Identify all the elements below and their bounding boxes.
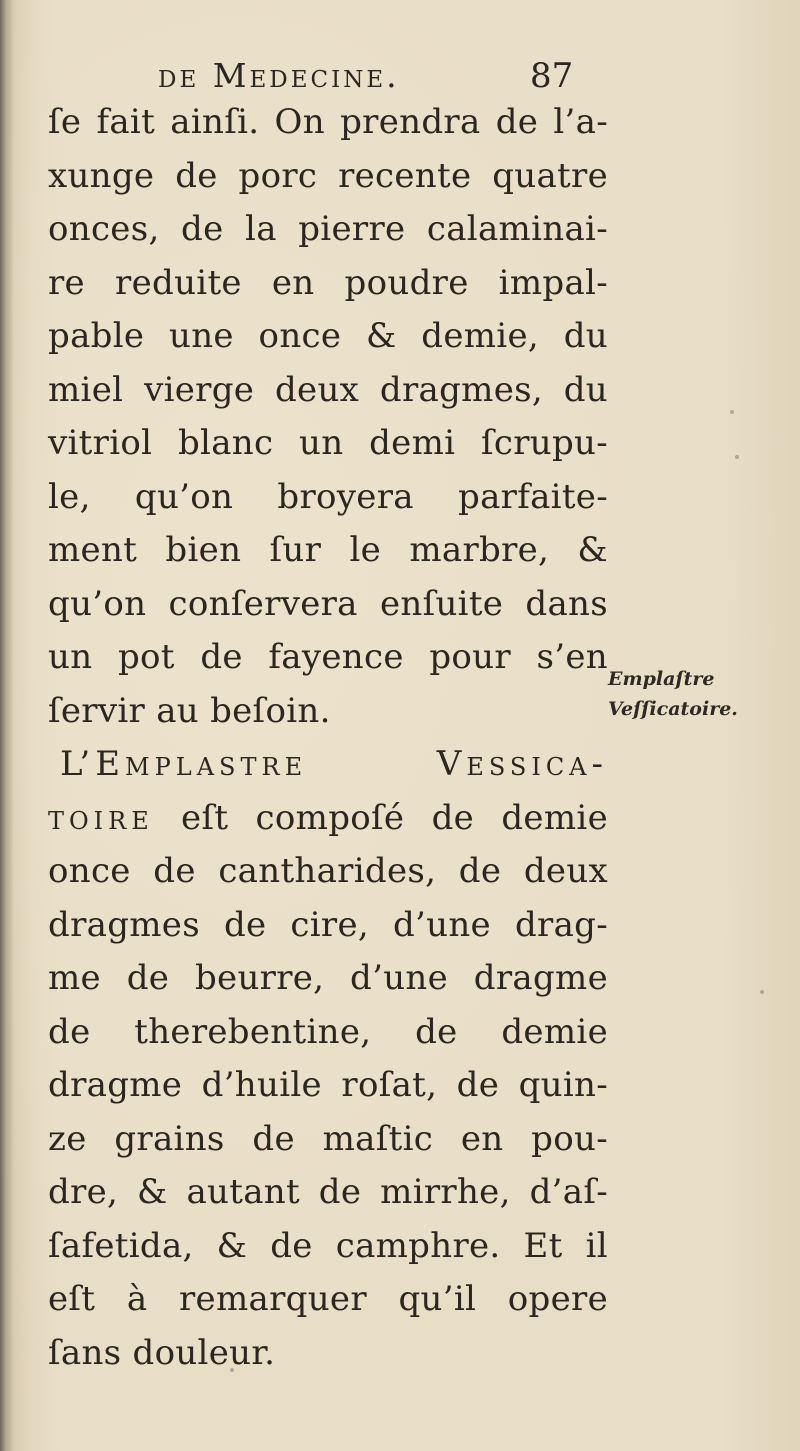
margin-note-line: Emplaſtre (608, 668, 715, 690)
text-line: un pot de fayence pour s’en (48, 637, 608, 677)
paper-speck (760, 990, 764, 994)
page-gutter-shadow (0, 0, 14, 1451)
margin-note (608, 664, 738, 724)
text-line: dre, & autant de mirrhe, d’aſ- (48, 1172, 608, 1212)
text-line: ſafetida, & de camphre. Et il (48, 1225, 608, 1266)
text-line: xunge de porc recente quatre (48, 155, 608, 196)
text-line: le, qu’on broyera parfaite- (48, 476, 608, 517)
text-line: ſe fait ainſi. On prendra de l’a- (48, 102, 608, 142)
smallcaps-fragment: toire (48, 797, 154, 838)
paragraph-lead-smallcaps: L’Emplastre Vessica- (60, 744, 608, 784)
body-text (48, 96, 608, 1380)
paper-speck (730, 410, 734, 414)
text-line: me de beurre, d’une dragme (48, 958, 608, 998)
text-line: ſervir au beſoin. (48, 690, 331, 731)
paper-speck (230, 1368, 234, 1372)
text-line: dragmes de cire, d’une drag- (48, 904, 608, 945)
margin-note-line: Veſſicatoire. (608, 698, 738, 720)
running-title: de Medecine. (158, 56, 400, 95)
text-line: de therebentine, de demie (48, 1011, 608, 1052)
text-fragment: eſt compoſé de demie (153, 797, 608, 838)
text-line: onces, de la pierre calaminai- (48, 209, 608, 249)
page-number: 87 (530, 56, 574, 96)
text-line: pable une once & demie, du (48, 316, 608, 356)
text-line: miel vierge deux dragmes, du (48, 369, 608, 410)
text-line: ze grains de maſtic en pou- (48, 1118, 608, 1159)
text-line: once de cantharides, de deux (48, 851, 608, 891)
running-head (0, 52, 800, 102)
text-line: ſans douleur. (48, 1332, 276, 1373)
text-line: dragme d’huile roſat, de quin- (48, 1065, 608, 1105)
text-line: eſt à remarquer qu’il opere (48, 1279, 608, 1319)
text-line: qu’on conſervera enſuite dans (48, 583, 608, 624)
paper-speck (735, 455, 739, 459)
text-line: re reduite en poudre impal- (48, 262, 608, 303)
text-line: vitriol blanc un demi ſcrupu- (48, 423, 608, 463)
paragraph-lead-line (48, 738, 608, 792)
text-line (48, 792, 608, 846)
text-line: ment bien ſur le marbre, & (48, 530, 608, 570)
